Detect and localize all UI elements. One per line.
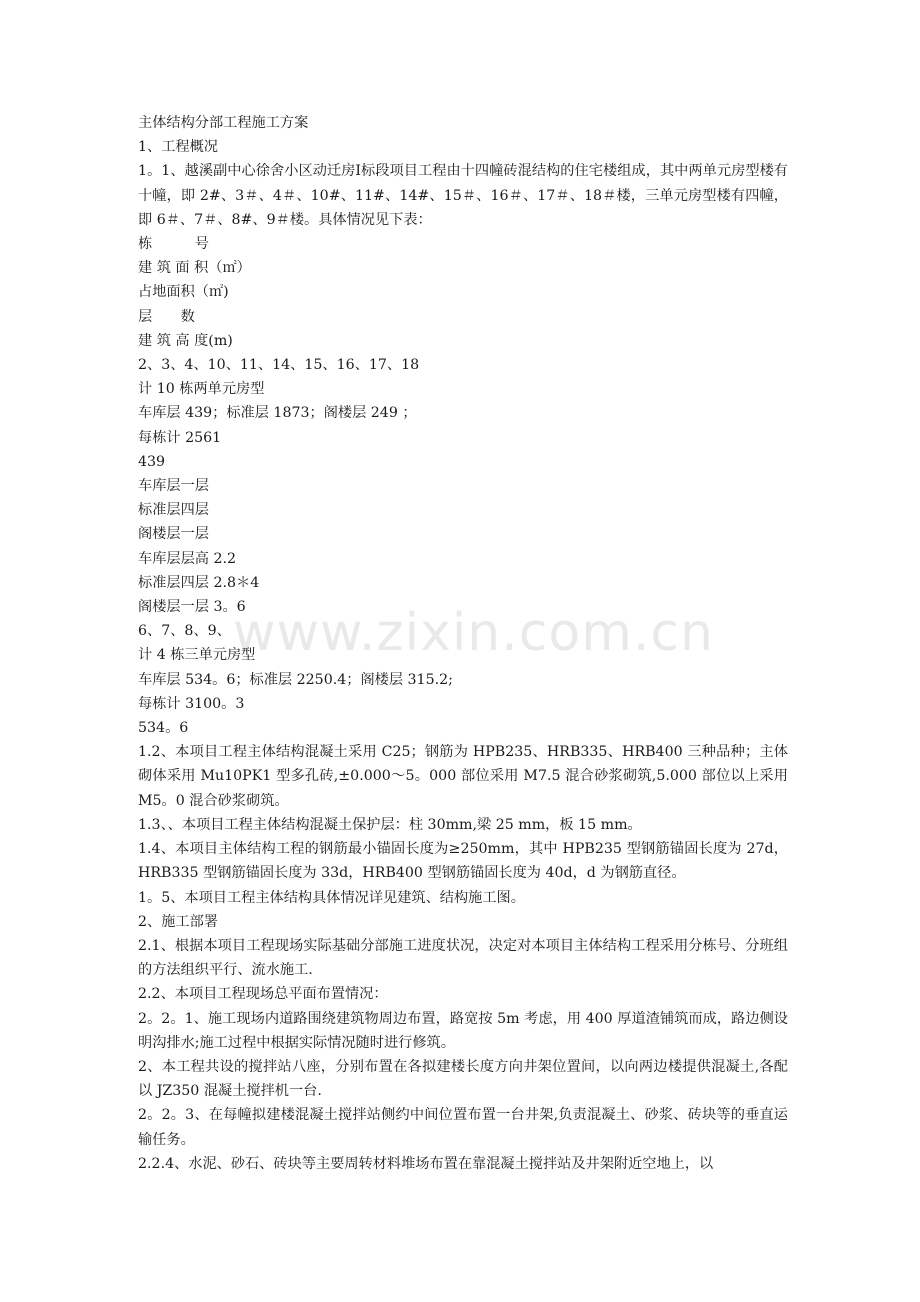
document-line: 层 数: [138, 308, 195, 325]
document-line: 车库层一层: [138, 478, 209, 495]
document-line: 建 筑 高 度(m): [138, 332, 233, 349]
document-line: 标准层四层 2.8＊4: [138, 574, 260, 591]
document-line: 每栋计 2561: [138, 429, 222, 446]
document-line: 建 筑 面 积（㎡）: [138, 260, 251, 277]
document-line: 1、工程概况: [138, 139, 218, 156]
document-line: 1。5、本项目工程主体结构具体情况详见建筑、结构施工图。: [138, 889, 525, 906]
document-line: 1.3、、本项目工程主体结构混凝土保护层：柱 30mm,梁 25 mm，板 15 mm。: [138, 816, 642, 833]
document-body: [138, 111, 788, 1176]
document-line: 车库层层高 2.2: [138, 550, 237, 567]
document-line: 1。1、越溪副中心徐舍小区动迁房Ⅰ标段项目工程由十四幢砖混结构的住宅楼组成，其中两单元房型楼有十幢，即 2#、3＃、4＃、10#、11#、14#、15＃、16＃、17＃、18＃楼，三单元房型楼有四幢，即 6＃、7＃、8#、9＃楼。具体情况见下表：: [138, 163, 788, 228]
document-line: 车库层 534。6；标准层 2250.4；阁楼层 315.2;: [138, 671, 453, 688]
document-line: 标准层四层: [138, 502, 209, 519]
watermark-text: www.zixin.com.cn: [233, 603, 714, 663]
document-line: 计 10 栋两单元房型: [138, 381, 265, 398]
document-line: 每栋计 3100。3: [138, 695, 245, 712]
document-line: 439: [138, 453, 166, 470]
document-line: 占地面积（㎡): [138, 284, 229, 301]
document-line: 2.2.4、水泥、砂石、砖块等主要周转材料堆场布置在靠混凝土搅拌站及井架附近空地上，以: [138, 1155, 714, 1172]
document-line: 2。2。1、施工现场内道路围绕建筑物周边布置，路宽按 5m 考虑，用 400 厚道渣铺筑而成，路边侧设明沟排水;施工过程中根据实际情况随时进行修筑。: [138, 1010, 788, 1051]
document-line: 栋 号: [138, 236, 209, 253]
document-line: 6、7、8、9、: [138, 623, 231, 640]
document-line: 阁楼层一层: [138, 526, 209, 543]
document-line: 2。2。3、在每幢拟建楼混凝土搅拌站侧约中间位置布置一台井架,负责混凝土、砂浆、砖块等的垂直运输任务。: [138, 1107, 788, 1148]
document-line: 2.2、本项目工程现场总平面布置情况：: [138, 986, 388, 1003]
document-line: 2.1、根据本项目工程现场实际基础分部施工进度状况，决定对本项目主体结构工程采用分栋号、分班组的方法组织平行、流水施工.: [138, 937, 788, 979]
document-title: 主体结构分部工程施工方案: [138, 115, 309, 131]
document-lines: [138, 135, 788, 1176]
document-line: 2、施工部署: [138, 913, 218, 930]
document-line: 2、本工程共设的搅拌站八座，分别布置在各拟建楼长度方向井架位置间，以向两边楼提供混凝土,各配以 JZ350 混凝土搅拌机一台.: [138, 1058, 788, 1100]
document-line: 计 4 栋三单元房型: [138, 647, 256, 664]
document-line: 1.2、本项目工程主体结构混凝土采用 C25；钢筋为 HPB235、HRB335、HRB400 三种品种；主体砌体采用 Mu10PK1 型多孔砖,±0.000～5。000 部位采用 M7.5 混合砂浆砌筑,5.000 部位以上采用 M5。0 混合砂浆砌筑。: [138, 744, 788, 809]
document-line: 2、3、4、10、11、14、15、16、17、18: [138, 357, 420, 374]
document-line: 1.4、本项目主体结构工程的钢筋最小锚固长度为≥250mm，其中 HPB235 型钢筋锚固长度为 27d，HRB335 型钢筋锚固长度为 33d，HRB400 型钢筋锚固长度为 40d，d 为钢筋直径。: [138, 841, 788, 882]
document-line: 车库层 439；标准层 1873；阁楼层 249 ；: [138, 405, 417, 422]
document-line: 阁楼层一层 3。6: [138, 599, 246, 616]
document-line: 534。6: [138, 720, 189, 737]
